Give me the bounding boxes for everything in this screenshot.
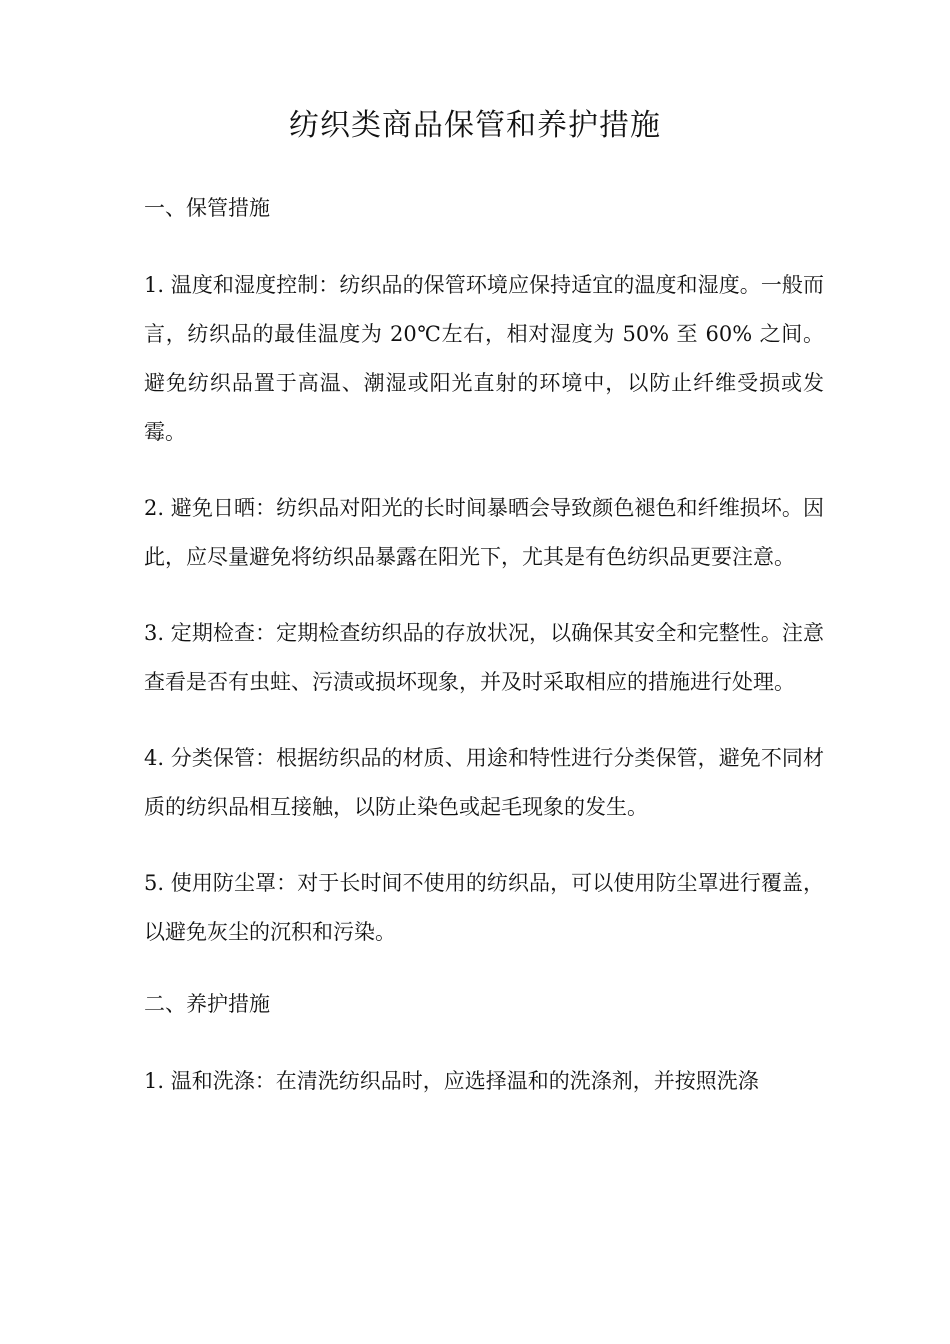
storage-item-dust-cover: 5. 使用防尘罩：对于长时间不使用的纺织品，可以使用防尘罩进行覆盖，以避免灰尘的沉积和污染。 [144,871,824,944]
section-heading-maintenance: 二、养护措施 [144,992,270,1016]
document-body [144,188,824,1133]
storage-item-classified-storage: 4. 分类保管：根据纺织品的材质、用途和特性进行分类保管，避免不同材质的纺织品相互接触，以防止染色或起毛现象的发生。 [144,746,824,819]
section-heading-storage: 一、保管措施 [144,196,270,220]
storage-item-temperature-humidity: 1. 温度和湿度控制：纺织品的保管环境应保持适宜的温度和湿度。一般而言，纺织品的最佳温度为 20℃左右，相对湿度为 50% 至 60% 之间。避免纺织品置于高温、潮湿或阳光直射的环境中，以防止纤维受损或发霉。 [144,273,824,444]
storage-item-regular-inspection: 3. 定期检查：定期检查纺织品的存放状况，以确保其安全和完整性。注意查看是否有虫蛀、污渍或损坏现象，并及时采取相应的措施进行处理。 [144,621,824,694]
document-title: 纺织类商品保管和养护措施 [289,108,661,143]
maintenance-item-gentle-washing: 1. 温和洗涤：在清洗纺织品时，应选择温和的洗涤剂，并按照洗涤 [144,1069,759,1093]
storage-item-avoid-sunlight: 2. 避免日晒：纺织品对阳光的长时间暴晒会导致颜色褪色和纤维损坏。因此，应尽量避免将纺织品暴露在阳光下，尤其是有色纺织品更要注意。 [144,496,824,569]
